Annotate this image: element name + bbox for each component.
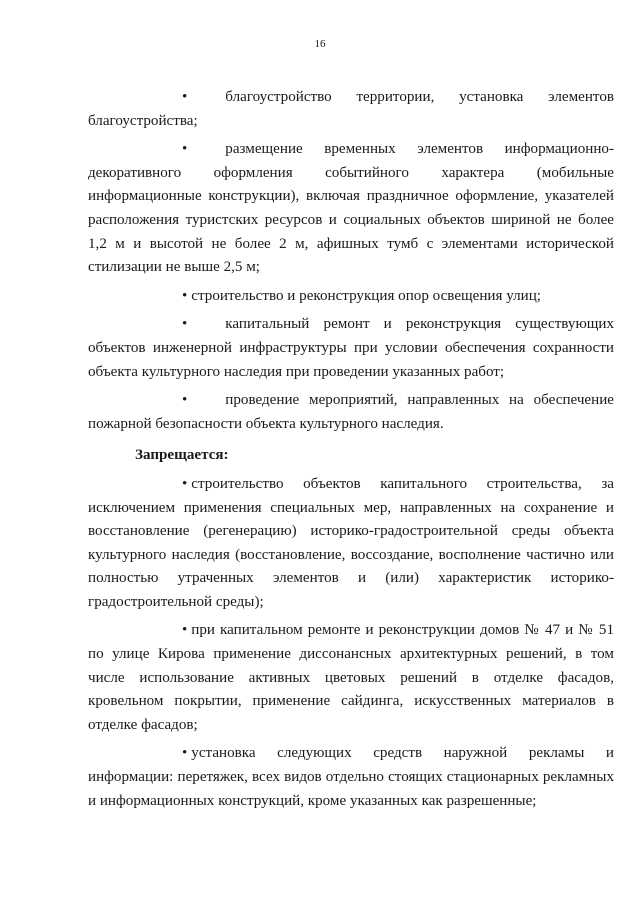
prohibited-item <box>88 742 614 813</box>
allowed-item-text: благоустройство территории, установка элементов благоустройства; <box>88 89 614 129</box>
allowed-item-text: капитальный ремонт и реконструкция существующих объектов инженерной инфраструктуры при условии обеспечения сохранности объекта культурного наследия при проведении указанных работ; <box>88 316 614 380</box>
bullet-icon: • <box>182 89 188 105</box>
prohibited-item <box>88 619 614 737</box>
document-body <box>88 86 614 818</box>
allowed-item <box>88 86 614 133</box>
bullet-icon: • <box>182 745 188 762</box>
allowed-item <box>88 389 614 436</box>
prohibited-item <box>88 473 614 615</box>
bullet-icon: • <box>182 141 188 158</box>
bullet-icon: • <box>182 622 188 639</box>
bullet-icon: • <box>182 287 188 304</box>
allowed-item <box>88 313 614 384</box>
prohibited-item-text: при капитальном ремонте и реконструкции домов № 47 и № 51 по улице Кирова применение диссонансных архитектурных решений, в том числе использование активных цветовых решений в отделке фасадов, кровельном покрытии, применение сайдинга, искусственных материалов в отделке фасадов; <box>88 622 614 733</box>
allowed-item <box>88 285 614 309</box>
bullet-icon: • <box>182 316 188 333</box>
prohibited-heading: Запрещается: <box>135 447 229 464</box>
allowed-item-text: проведение мероприятий, направленных на обеспечение пожарной безопасности объекта культурного наследия. <box>88 392 614 432</box>
page-number: 16 <box>314 38 326 50</box>
bullet-icon: • <box>182 475 188 492</box>
bullet-icon: • <box>182 392 188 409</box>
allowed-item <box>88 138 614 280</box>
prohibited-item-text: строительство объектов капитального строительства, за исключением применения специальных мер, направленных на сохранение и восстановление (регенерацию) историко-градостроительной среды объекта культурного наследия (восстановление, воссоздание, восполнение частично или полностью утраченных элементов и (или) характеристик историко-градостроительной среды); <box>88 475 614 610</box>
allowed-item-text: строительство и реконструкция опор освещения улиц; <box>191 287 541 304</box>
allowed-item-text: размещение временных элементов информационно-декоративного оформления событийного характера (мобильные информационные конструкции), включая праздничное оформление, указателей расположения туристских ресурсов и социальных объектов шириной не более 1,2 м и высотой не более 2 м, афишных тумб с элементами исторической стилизации не выше 2,5 м; <box>88 141 614 276</box>
prohibited-item-text: установка следующих средств наружной рекламы и информации: перетяжек, всех видов отдельно стоящих стационарных рекламных и информационных конструкций, кроме указанных как разрешенные; <box>88 745 614 809</box>
